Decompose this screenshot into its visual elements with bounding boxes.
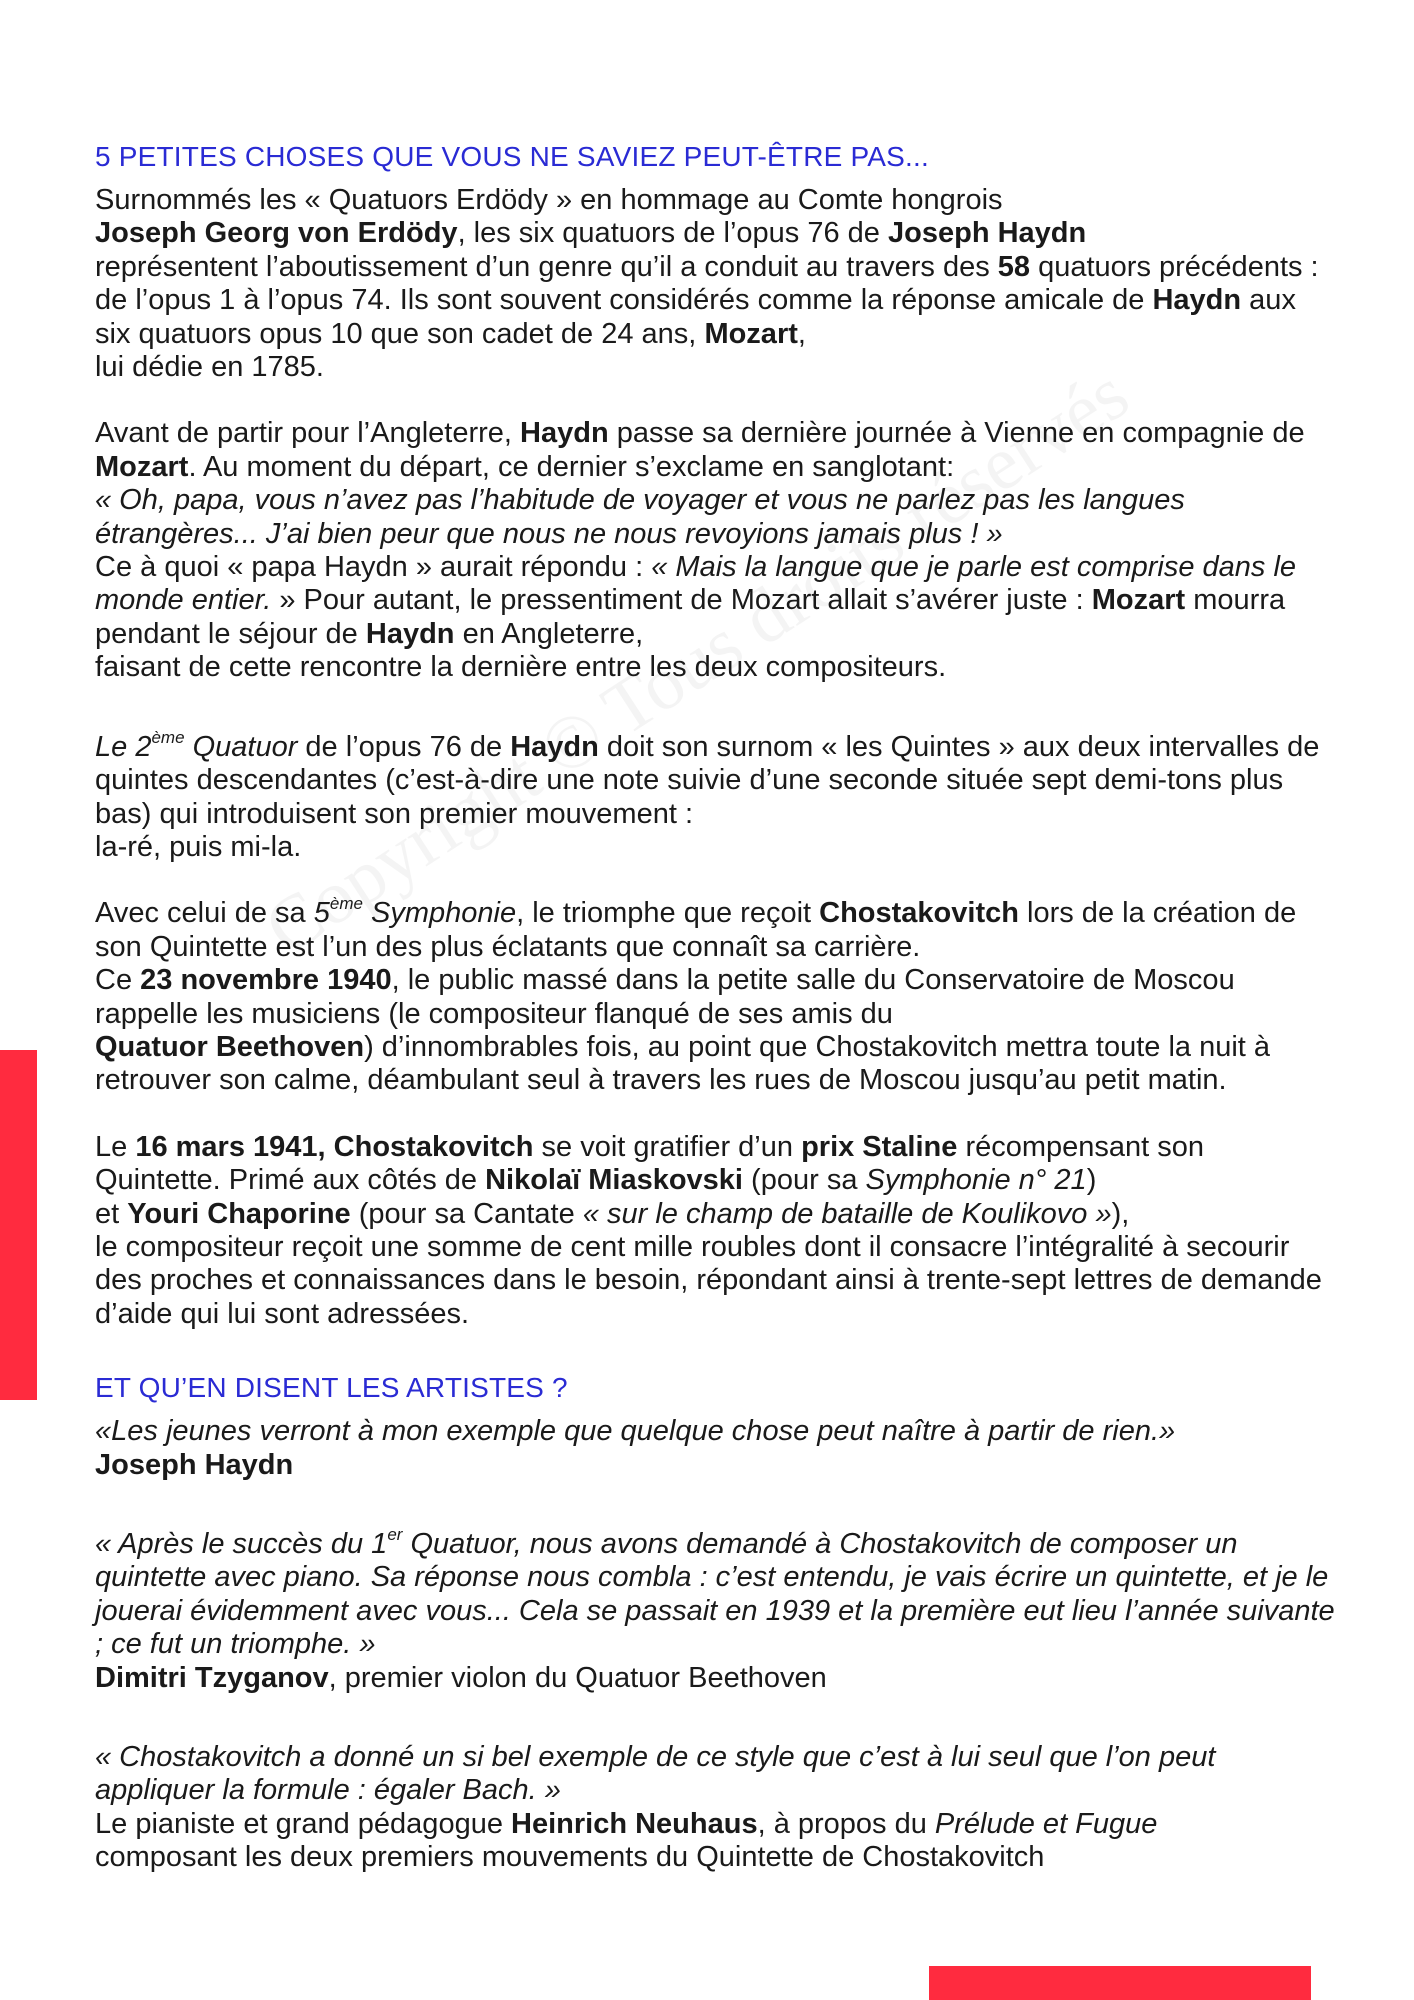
quote-neuhaus: « Chostakovitch a donné un si bel exemple de ce style que c’est à lui seul que l’on peut appliquer la formule : égaler Bach. » Le pianiste et grand pédagogue Heinrich Neuhaus, à propos du Prélude et Fugue composant les deux premiers mouvements du Quintette de Chostakovitch [95, 1741, 1216, 1874]
paragraph-mozart-farewell: Avant de partir pour l’Angleterre, Haydn passe sa dernière journée à Vienne en compagnie de Mozart. Au moment du départ, ce dernier s’exclame en sanglotant: « Oh, papa, vous n’avez pas l’habitude de voyager et vous ne parlez pas les langues étrangères... J’ai bien peur que nous ne nous revoyions jamais plus ! » Ce à quoi « papa Haydn » aurait répondu : « Mais la langue que je parle est comprise dans le monde entier. » Pour autant, le pressentiment de Mozart allait s’avérer juste : Mozart mourra pendant le séjour de Haydn en Angleterre, faisant de cette rencontre la dernière entre les deux compositeurs. [95, 417, 1305, 684]
paragraph-quintette-creation: Avec celui de sa 5ème Symphonie, le triomphe que reçoit Chostakovitch lors de la création de son Quintette est l’un des plus éclatants que connaît sa carrière. Ce 23 novembre 1940, le public massé dans la petite salle du Conservatoire de Moscou rappelle les musiciens (le compositeur flanqué de ses amis du Quatuor Beethoven) d’innombrables fois, au point que Chostakovitch mettra toute la nuit à retrouver son calme, déambulant seul à travers les rues de Moscou jusqu’au petit matin. [95, 894, 1297, 1097]
page-content [95, 140, 1335, 1875]
left-accent-bar [0, 1050, 37, 1400]
quote-tzyganov: « Après le succès du 1er Quatuor, nous avons demandé à Chostakovitch de composer un quintette avec piano. Sa réponse nous combla : c’est entendu, je vais écrire un quintette, et je le jouerai évidemment avec vous... Cela se passait en 1939 et la première eut lieu l’année suivante ; ce fut un triomphe. » Dimitri Tzyganov, premier violon du Quatuor Beethoven [95, 1525, 1335, 1694]
section-heading-facts: 5 PETITES CHOSES QUE VOUS NE SAVIEZ PEUT-ÊTRE PAS... [95, 141, 929, 172]
paragraph-erdody: Surnommés les « Quatuors Erdödy » en hommage au Comte hongrois Joseph Georg von Erdödy, les six quatuors de l’opus 76 de Joseph Haydn représentent l’aboutissement d’un genre qu’il a conduit au travers des 58 quatuors précédents : de l’opus 1 à l’opus 74. Ils sont souvent considérés comme la réponse amicale de Haydn aux six quatuors opus 10 que son cadet de 24 ans, Mozart, lui dédie en 1785. [95, 184, 1319, 384]
bottom-accent-bar [929, 1966, 1311, 2000]
section-heading-artists: ET QU’EN DISENT LES ARTISTES ? [95, 1372, 568, 1404]
paragraph-quintes: Le 2ème Quatuor de l’opus 76 de Haydn doit son surnom « les Quintes » aux deux intervalles de quintes descendantes (c’est-à-dire une note suivie d’une seconde située sept demi-tons plus bas) qui introduisent son premier mouvement : la-ré, puis mi-la. [95, 727, 1320, 863]
quote-haydn: «Les jeunes verront à mon exemple que quelque chose peut naître à partir de rien.» Joseph Haydn [95, 1415, 1176, 1481]
paragraph-prix-staline: Le 16 mars 1941, Chostakovitch se voit gratifier d’un prix Staline récompensant son Quintette. Primé aux côtés de Nikolaï Miaskovski (pour sa Symphonie n° 21) et Youri Chaporine (pour sa Cantate « sur le champ de bataille de Koulikovo »), le compositeur reçoit une somme de cent mille roubles dont il consacre l’intégralité à secourir des proches et connaissances dans le besoin, répondant ainsi à trente-sept lettres de demande d’aide qui lui sont adressées. [95, 1130, 1322, 1330]
